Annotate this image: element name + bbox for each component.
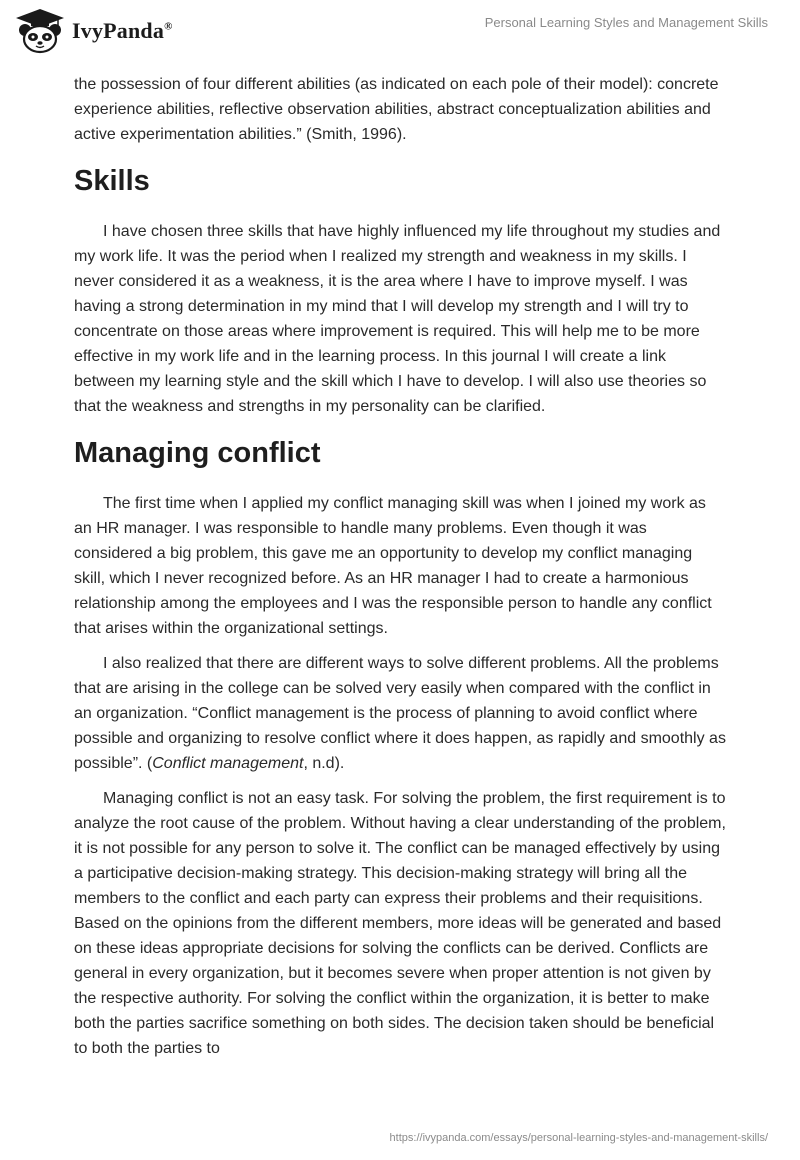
skills-heading: Skills — [74, 165, 150, 197]
conflict-paragraph-3: Managing conflict is not an easy task. For solving the problem, the first requirement is to analyze the root cause of the problem. Without having a clear understanding of the problem, it is not possible for any person to solve it. The conflict can be managed effectively by using a participative decision-making strategy. This decision-making strategy will bring all the members to the conflict and each party can express their problems and their requisitions. Based on the opinions from the different members, more ideas will be generated and based on these ideas appropriate decisions for solving the conflicts can be derived. Conflicts are general in every organization, but it becomes severe when proper attention is not given by the respective authority. For solving the conflict within the organization, it is better to make both the parties sacrifice something on both sides. The decision taken should be beneficial to both the parties to — [74, 790, 726, 1057]
brand-name: IvyPanda® — [72, 18, 173, 43]
panda-graduate-icon — [14, 8, 66, 54]
footer-url[interactable]: https://ivypanda.com/essays/personal-learning-styles-and-management-skills/ — [389, 1132, 768, 1144]
citation-suffix: , n.d). — [303, 755, 345, 772]
ivypanda-logo[interactable] — [14, 8, 173, 54]
citation-title: Conflict management — [152, 755, 304, 772]
managing-conflict-heading: Managing conflict — [74, 437, 321, 469]
document-title: Personal Learning Styles and Management Skills — [484, 15, 768, 30]
page-header — [0, 0, 800, 64]
intro-paragraph: the possession of four different abilities (as indicated on each pole of their model): concrete experience abilities, reflective observation abilities, abstract conceptualization abilities and active experimentation abilities.” (Smith, 1996). — [74, 76, 719, 143]
essay-content — [74, 72, 726, 1071]
skills-paragraph: I have chosen three skills that have highly influenced my life throughout my studies and my work life. It was the period when I realized my strength and weakness in my skills. I never considered it as a weakness, it is the area where I have to improve myself. I was having a strong determination in my mind that I will develop my strength and I will try to concentrate on those areas where improvement is required. This will help me to be more effective in my work life and in the learning process. In this journal I will create a link between my learning style and the skill which I have to develop. I will also use theories so that the weakness and strengths in my personality can be clarified. — [74, 223, 721, 415]
conflict-paragraph-2-text: I also realized that there are different ways to solve different problems. All the problems that are arising in the college can be solved very easily when compared with the conflict in an organization. “Conflict management is the process of planning to avoid conflict where possible and organizing to resolve conflict where it does happen, as rapidly and smoothly as possible”. ( — [74, 655, 726, 772]
conflict-paragraph-1: The first time when I applied my conflict managing skill was when I joined my work as an HR manager. I was responsible to handle many problems. Even though it was considered a big problem, this gave me an opportunity to develop my conflict managing skill, which I never recognized before. As an HR manager I had to create a harmonious relationship among the employees and I was the responsible person to handle any conflict that arises within the organizational settings. — [74, 495, 712, 637]
conflict-paragraph-2 — [74, 651, 726, 776]
